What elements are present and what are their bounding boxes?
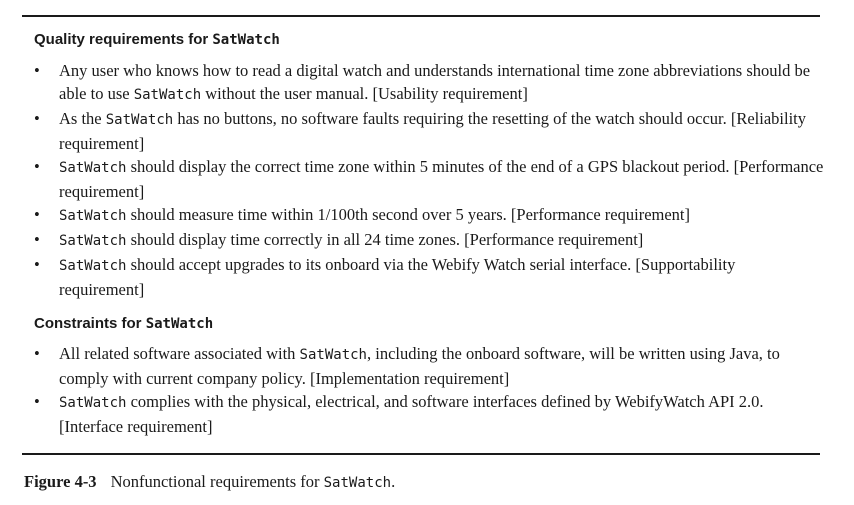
heading-code: SatWatch: [145, 316, 214, 332]
heading-text: Quality requirements for: [34, 31, 213, 48]
top-rule: [22, 15, 820, 17]
figure-box: [34, 30, 824, 438]
caption-code: SatWatch: [323, 475, 392, 491]
bullet-icon: •: [34, 392, 40, 411]
bullet-icon: •: [34, 205, 40, 224]
item-code: SatWatch: [59, 208, 127, 224]
item-text: All related software associated with: [59, 344, 300, 363]
bullet-icon: •: [34, 230, 40, 249]
bullet-icon: •: [34, 255, 40, 274]
bullet-icon: •: [34, 157, 40, 176]
quality-requirements-list: [34, 59, 824, 301]
item-text: has no buttons, no software faults requiring the resetting of the watch should occur. [Reliability requirement]: [59, 109, 807, 153]
figure-caption: [24, 471, 395, 494]
heading-text: Constraints for: [34, 315, 146, 332]
item-code: SatWatch: [105, 112, 174, 128]
item-code: SatWatch: [59, 395, 127, 411]
figure-label: Figure 4-3: [24, 472, 97, 491]
item-code: SatWatch: [133, 87, 202, 103]
list-item: [34, 342, 824, 390]
item-text: , including the onboard software, will be written using Java, to comply with current company policy. [Implementation requirement]: [59, 344, 780, 388]
item-text: without the user manual. [Usability requirement]: [201, 84, 528, 103]
bullet-icon: •: [34, 109, 40, 128]
caption-text: Nonfunctional requirements for: [110, 472, 324, 491]
item-text: should display time correctly in all 24 time zones. [Performance requirement]: [126, 230, 644, 249]
item-code: SatWatch: [299, 347, 367, 363]
list-item: [34, 228, 824, 253]
item-code: SatWatch: [59, 258, 127, 274]
constraints-list: [34, 342, 824, 438]
bullet-icon: •: [34, 61, 40, 80]
list-item: [34, 390, 824, 438]
item-text: Any user who knows how to read a digital watch and understands international time zone abbreviations should be able to use: [59, 61, 811, 103]
heading-code: SatWatch: [212, 32, 280, 48]
item-text: As the: [59, 109, 106, 128]
caption-end: .: [391, 472, 396, 491]
list-item: [34, 155, 824, 203]
bullet-icon: •: [34, 344, 40, 363]
item-text: should accept upgrades to its onboard via the Webify Watch serial interface. [Supportability requirement]: [59, 255, 736, 299]
list-item: [34, 107, 824, 155]
section-heading-constraints: [34, 314, 824, 334]
item-code: SatWatch: [59, 233, 127, 249]
item-text: should measure time within 1/100th second over 5 years. [Performance requirement]: [126, 205, 691, 224]
item-text: should display the correct time zone within 5 minutes of the end of a GPS blackout period. [Performance requirement]: [59, 157, 824, 201]
item-text: complies with the physical, electrical, and software interfaces defined by WebifyWatch API 2.0. [Interface requirement]: [59, 392, 764, 436]
list-item: [34, 203, 824, 228]
section-heading-quality: [34, 30, 824, 50]
list-item: [34, 253, 824, 301]
item-code: SatWatch: [59, 160, 127, 176]
list-item: [34, 59, 824, 107]
bottom-rule: [22, 453, 820, 455]
